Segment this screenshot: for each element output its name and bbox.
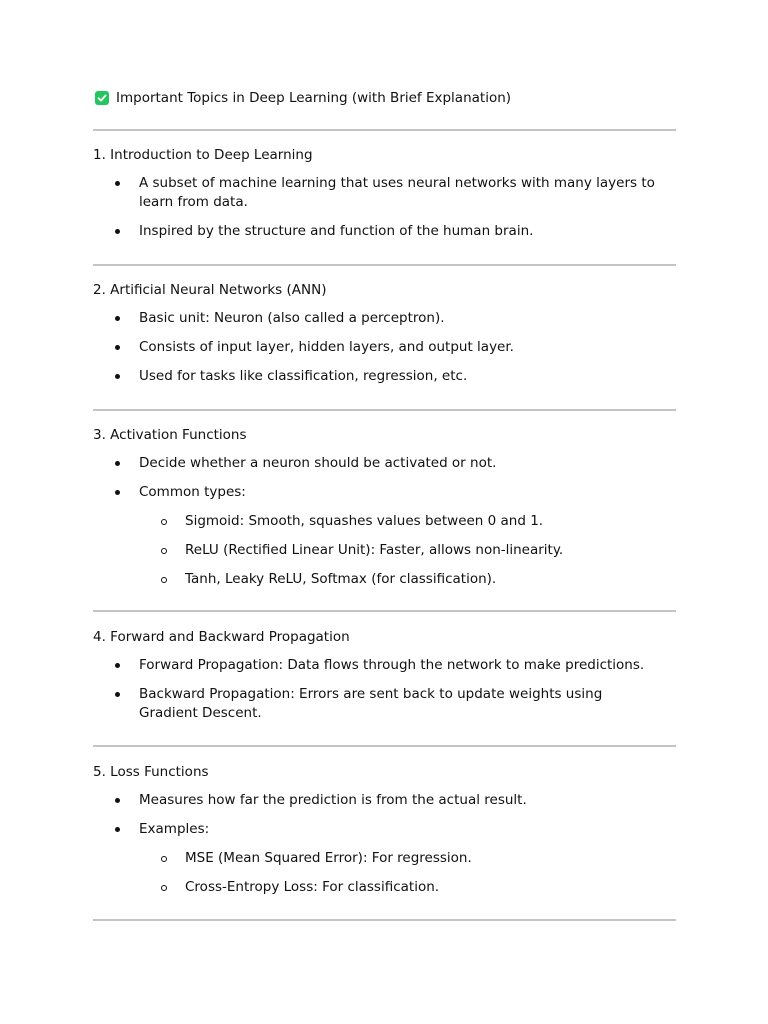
bullet-list — [93, 309, 676, 386]
sub-list-item: MSE (Mean Squared Error): For regression. — [185, 849, 676, 868]
bullet-list — [93, 174, 676, 241]
divider — [93, 610, 676, 612]
section-heading: 1. Introduction to Deep Learning — [93, 147, 313, 163]
list-item: Common types: — [139, 483, 676, 502]
sub-bullet-list — [93, 849, 676, 897]
bullet-list — [93, 454, 676, 502]
list-item: Measures how far the prediction is from the actual result. — [139, 791, 676, 810]
list-item: Decide whether a neuron should be activated or not. — [139, 454, 676, 473]
section-activation-functions — [93, 426, 676, 589]
list-item: Consists of input layer, hidden layers, and output layer. — [139, 338, 676, 357]
list-item: Forward Propagation: Data flows through the network to make predictions. — [139, 656, 676, 675]
section-ann — [93, 281, 676, 386]
document-title — [95, 89, 511, 107]
sub-list-item: Cross-Entropy Loss: For classification. — [185, 878, 676, 897]
section-heading: 2. Artificial Neural Networks (ANN) — [93, 282, 327, 298]
title-text: Important Topics in Deep Learning (with Brief Explanation) — [116, 90, 512, 106]
divider — [93, 264, 676, 266]
sub-list-item: Sigmoid: Smooth, squashes values between 0 and 1. — [185, 512, 676, 531]
list-item: Inspired by the structure and function of the human brain. — [139, 222, 676, 241]
bullet-list — [93, 656, 676, 723]
list-item: Basic unit: Neuron (also called a perceptron). — [139, 309, 676, 328]
bullet-list — [93, 791, 676, 839]
sub-list-item: ReLU (Rectified Linear Unit): Faster, allows non-linearity. — [185, 541, 676, 560]
list-item: Used for tasks like classification, regression, etc. — [139, 367, 676, 386]
divider — [93, 129, 676, 131]
sub-list-item: Tanh, Leaky ReLU, Softmax (for classification). — [185, 570, 676, 589]
list-item: A subset of machine learning that uses neural networks with many layers to learn from data. — [139, 174, 659, 212]
list-item: Examples: — [139, 820, 676, 839]
section-heading: 4. Forward and Backward Propagation — [93, 629, 350, 645]
section-propagation — [93, 628, 676, 723]
divider — [93, 745, 676, 747]
divider — [93, 919, 676, 921]
sub-bullet-list — [93, 512, 676, 589]
divider — [93, 409, 676, 411]
list-item: Backward Propagation: Errors are sent back to update weights using Gradient Descent. — [139, 685, 639, 723]
section-heading: 3. Activation Functions — [93, 427, 247, 443]
section-heading: 5. Loss Functions — [93, 764, 209, 780]
section-introduction — [93, 146, 676, 241]
check-mark-icon — [95, 91, 109, 105]
section-loss-functions — [93, 763, 676, 897]
